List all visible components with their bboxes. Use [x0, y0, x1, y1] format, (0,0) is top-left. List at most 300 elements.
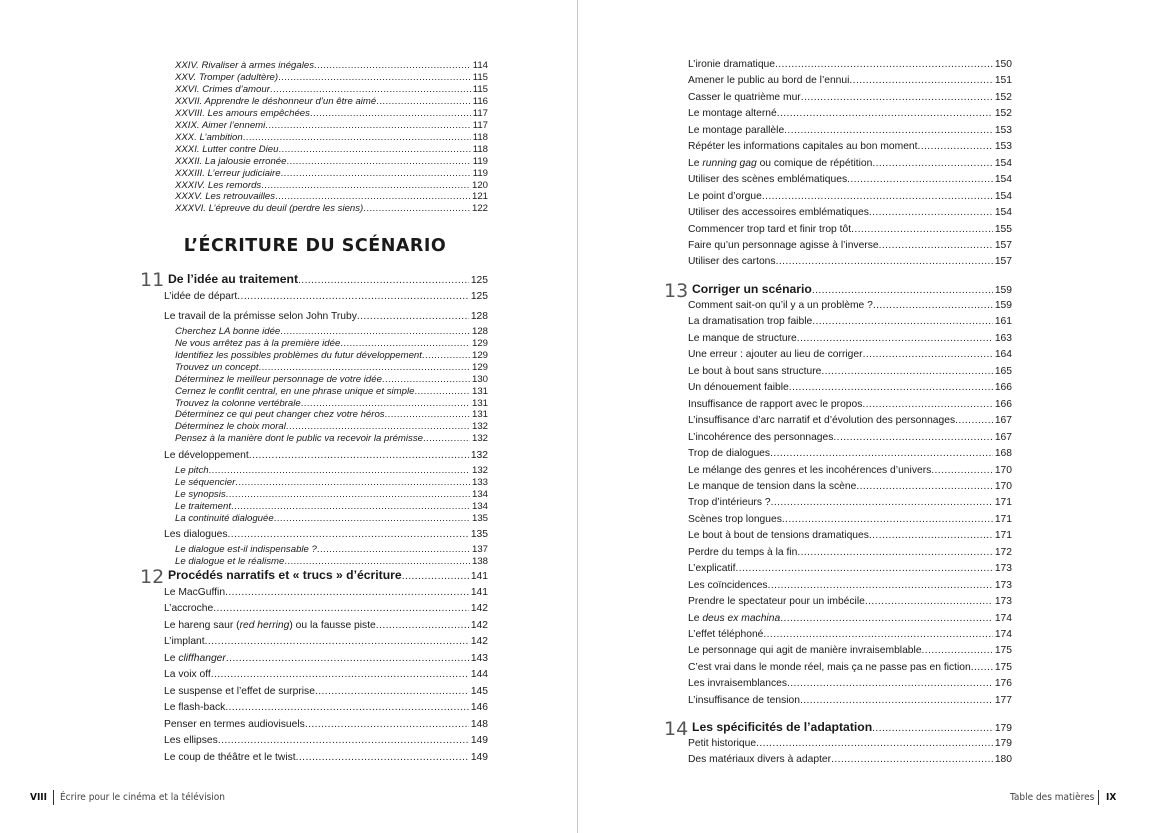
toc-entry-label: Le séquencier — [175, 476, 236, 488]
dot-leader — [918, 141, 993, 152]
toc-entry[interactable] — [175, 156, 488, 167]
dot-leader — [847, 174, 993, 185]
dot-leader — [789, 382, 993, 393]
toc-entry[interactable] — [688, 580, 1012, 591]
toc-entry[interactable] — [175, 350, 488, 361]
toc-entry-page: 171 — [994, 513, 1012, 525]
toc-entry-page: 134 — [471, 488, 488, 500]
toc-entry[interactable] — [688, 497, 1012, 508]
toc-entry-label: XXXIV. Les remords — [175, 179, 262, 191]
dot-leader — [879, 240, 993, 251]
toc-entry-label: L’incohérence des personnages — [688, 431, 834, 443]
dot-leader — [317, 544, 470, 555]
toc-entry[interactable] — [164, 653, 488, 664]
chapter-12-heading[interactable] — [168, 568, 488, 582]
dot-leader — [869, 207, 993, 218]
toc-entry-label: XXIV. Rivaliser à armes inégales — [175, 60, 314, 71]
toc-entry-page: 157 — [994, 256, 1012, 268]
toc-entry[interactable] — [164, 620, 488, 631]
dot-leader — [357, 311, 469, 322]
dot-leader — [382, 374, 470, 385]
toc-entry-label: Le synopsis — [175, 488, 226, 500]
toc-entry-label: XXXV. Les retrouvailles — [175, 191, 276, 203]
toc-entry[interactable] — [175, 84, 488, 95]
toc-entry-label: Le flash-back — [164, 702, 226, 714]
toc-entry[interactable] — [175, 120, 488, 131]
chapter-11-number: 11 — [140, 269, 165, 291]
dot-leader — [762, 191, 993, 202]
chapter-13-heading[interactable] — [692, 282, 1012, 296]
toc-entry-page: 121 — [471, 191, 488, 203]
toc-entry-label: XXIX. Aimer l’ennemi — [175, 119, 266, 131]
toc-entry[interactable] — [164, 719, 488, 730]
toc-entry[interactable] — [164, 587, 488, 598]
toc-entry[interactable] — [688, 695, 1012, 706]
toc-entry[interactable] — [175, 398, 488, 409]
toc-entry-label: Le traitement — [175, 500, 231, 512]
toc-entry-label: Le suspense et l’effet de surprise — [164, 685, 315, 697]
dot-leader — [821, 366, 992, 377]
toc-entry-page: 143 — [470, 652, 488, 664]
chapter-13-page: 159 — [994, 285, 1012, 296]
toc-entry[interactable] — [164, 686, 488, 697]
toc-entry-label: XXV. Tromper (adultère) — [175, 71, 279, 83]
dot-leader — [298, 275, 469, 286]
dot-leader — [812, 285, 993, 296]
toc-entry-label: Prendre le spectateur pour un imbécile — [688, 596, 865, 608]
toc-entry-page: 159 — [994, 300, 1012, 311]
toc-entry-page: 141 — [470, 587, 488, 598]
toc-entry-page: 153 — [994, 141, 1012, 153]
dot-leader — [376, 96, 470, 107]
toc-entry-label: Utiliser des accessoires emblématiques — [688, 207, 869, 219]
toc-entry-label: Casser le quatrième mur — [688, 91, 801, 103]
toc-entry[interactable] — [688, 366, 1012, 377]
toc-entry-page: 154 — [994, 190, 1012, 202]
toc-entry-label: Utiliser des cartons — [688, 256, 776, 268]
toc-entry-page: 145 — [470, 685, 488, 697]
toc-entry[interactable] — [164, 450, 488, 461]
toc-entry[interactable] — [175, 132, 488, 143]
toc-entry[interactable] — [175, 203, 488, 214]
toc-entry-page: 117 — [472, 107, 488, 119]
toc-entry-page: 142 — [470, 636, 488, 648]
dot-leader — [280, 326, 470, 337]
toc-entry[interactable] — [688, 174, 1012, 185]
toc-entry[interactable] — [688, 754, 1012, 765]
toc-entry-page: 117 — [472, 119, 488, 131]
dot-leader — [363, 203, 470, 214]
toc-entry-page: 132 — [471, 433, 488, 445]
toc-entry-page: 151 — [994, 75, 1012, 87]
toc-entry-label: Les dialogues — [164, 529, 228, 541]
dot-leader — [856, 481, 993, 492]
dot-leader — [782, 514, 993, 525]
dot-leader — [931, 465, 993, 476]
toc-entry-label: Identifiez les possibles problèmes du futur développement — [175, 349, 422, 361]
dot-leader — [284, 556, 470, 567]
toc-entry[interactable] — [688, 530, 1012, 541]
dot-leader — [971, 662, 993, 673]
dot-leader — [812, 316, 993, 327]
chapter-14-page: 179 — [994, 723, 1012, 734]
toc-entry[interactable] — [688, 256, 1012, 267]
dot-leader — [243, 132, 471, 143]
toc-entry[interactable] — [688, 596, 1012, 607]
toc-entry-label: XXX. L’ambition — [175, 131, 243, 143]
toc-entry-label: Trouvez un concept — [175, 361, 259, 373]
dot-leader — [385, 409, 470, 420]
toc-entry[interactable] — [175, 180, 488, 191]
toc-entry-label: Scènes trop longues — [688, 513, 782, 525]
toc-entry[interactable] — [688, 316, 1012, 327]
toc-entry-label: Le bout à bout de tensions dramatiques — [688, 530, 869, 542]
toc-entry[interactable] — [175, 433, 488, 444]
dot-leader — [873, 300, 993, 311]
toc-entry[interactable] — [164, 529, 488, 540]
chapter-14-title: Les spécificités de l’adaptation — [692, 720, 873, 734]
toc-entry-page: 161 — [994, 316, 1012, 328]
toc-entry-label: Le manque de tension dans la scène — [688, 480, 857, 492]
chapter-13-number: 13 — [664, 280, 689, 302]
toc-entry-label: Déterminez le choix moral — [175, 421, 286, 433]
toc-entry[interactable] — [688, 158, 1012, 169]
toc-entry[interactable] — [688, 415, 1012, 426]
toc-entry[interactable] — [164, 636, 488, 647]
toc-entry[interactable] — [688, 191, 1012, 202]
dot-leader — [922, 645, 993, 656]
toc-entry[interactable] — [688, 481, 1012, 492]
toc-entry[interactable] — [175, 60, 488, 71]
toc-entry-page: 173 — [994, 596, 1012, 608]
toc-entry[interactable] — [688, 240, 1012, 251]
toc-entry[interactable] — [175, 489, 488, 500]
dot-leader — [787, 678, 993, 689]
toc-entry-page: 134 — [471, 500, 488, 512]
toc-entry-page: 174 — [994, 612, 1012, 624]
toc-entry[interactable] — [175, 501, 488, 512]
toc-entry-page: 166 — [994, 382, 1012, 394]
dot-leader — [777, 108, 993, 119]
dot-leader — [423, 433, 470, 444]
toc-entry-label: Le hareng saur (red herring) ou la fausse piste — [164, 619, 376, 631]
dot-leader — [209, 465, 470, 476]
toc-entry[interactable] — [175, 465, 488, 476]
toc-entry-page: 146 — [470, 702, 488, 714]
toc-entry[interactable] — [164, 752, 488, 763]
toc-entry-page: 142 — [470, 619, 488, 631]
toc-entry[interactable] — [688, 300, 1012, 311]
toc-entry[interactable] — [688, 92, 1012, 103]
toc-entry-label: Trop d’intérieurs ? — [688, 497, 771, 509]
toc-entry-page: 137 — [471, 544, 488, 556]
left-footer-folio — [30, 792, 47, 803]
toc-entry-label: Ne vous arrêtez pas à la première idée — [175, 337, 341, 349]
dot-leader — [281, 168, 471, 179]
toc-entry[interactable] — [175, 338, 488, 349]
dot-leader — [286, 421, 470, 432]
dot-leader — [800, 695, 993, 706]
toc-entry[interactable] — [688, 125, 1012, 136]
toc-entry[interactable] — [688, 448, 1012, 459]
toc-entry[interactable] — [175, 409, 488, 420]
chapter-14-heading[interactable] — [692, 720, 1012, 734]
toc-entry[interactable] — [175, 513, 488, 524]
toc-entry-label: Le dialogue et le réalisme — [175, 556, 285, 568]
toc-entry-page: 173 — [994, 563, 1012, 575]
toc-entry-page: 132 — [471, 421, 488, 433]
toc-entry-page: 154 — [994, 207, 1012, 219]
toc-entry-page: 119 — [472, 167, 488, 179]
toc-entry-page: 115 — [472, 71, 488, 83]
dot-leader — [278, 144, 470, 155]
dot-leader — [314, 60, 471, 71]
toc-entry-page: 132 — [470, 449, 488, 461]
toc-entry-label: Petit historique — [688, 738, 757, 749]
dot-leader — [376, 620, 469, 631]
toc-entry-page: 118 — [472, 143, 488, 155]
toc-entry-page: 116 — [472, 95, 488, 107]
toc-entry[interactable] — [175, 108, 488, 119]
dot-leader — [768, 580, 993, 591]
dot-leader — [763, 629, 992, 640]
toc-entry-label: L’idée de départ — [164, 291, 238, 302]
toc-entry-page: 144 — [470, 669, 488, 681]
toc-entry-page: 164 — [994, 349, 1012, 361]
toc-entry-label: L’implant — [164, 636, 205, 648]
toc-entry[interactable] — [688, 629, 1012, 640]
footer-separator — [1098, 790, 1099, 805]
toc-entry-label: Le deus ex machina — [688, 612, 781, 624]
toc-entry-label: Le développement — [164, 449, 249, 461]
toc-entry-page: 135 — [471, 512, 488, 524]
toc-entry[interactable] — [175, 362, 488, 373]
toc-entry[interactable] — [175, 72, 488, 83]
toc-entry[interactable] — [175, 421, 488, 432]
toc-entry[interactable] — [688, 645, 1012, 656]
toc-entry-page: 167 — [994, 431, 1012, 443]
toc-entry-label: Le pitch — [175, 464, 209, 476]
toc-entry-label: Faire qu’un personnage agisse à l’inverse — [688, 239, 879, 251]
toc-entry[interactable] — [688, 613, 1012, 624]
toc-entry-page: 154 — [994, 157, 1012, 169]
toc-entry[interactable] — [164, 291, 488, 302]
toc-entry-page: 152 — [994, 108, 1012, 120]
toc-entry-label: La dramatisation trop faible — [688, 316, 813, 328]
toc-entry[interactable] — [688, 382, 1012, 393]
dot-leader — [218, 735, 469, 746]
toc-entry-page: 171 — [994, 530, 1012, 542]
dot-leader — [801, 92, 993, 103]
folio-number: IX — [1106, 792, 1117, 803]
toc-entry-label: C’est vrai dans le monde réel, mais ça ne passe pas en fiction — [688, 661, 971, 673]
toc-entry-label: Comment sait-on qu’il y a un problème ? — [688, 300, 873, 311]
toc-entry[interactable] — [688, 75, 1012, 86]
dot-leader — [402, 571, 469, 582]
toc-entry-page: 120 — [471, 179, 488, 191]
toc-entry-page: 128 — [471, 325, 488, 337]
right-footer-folio — [1106, 792, 1116, 803]
toc-entry-label: Le travail de la prémisse selon John Truby — [164, 310, 357, 322]
toc-entry-label: Répéter les informations capitales au bon moment — [688, 141, 918, 153]
toc-entry[interactable] — [688, 738, 1012, 749]
toc-entry[interactable] — [175, 326, 488, 337]
toc-entry-label: XXXIII. L’erreur judiciaire — [175, 167, 281, 179]
dot-leader — [863, 349, 993, 360]
toc-entry[interactable] — [175, 386, 488, 397]
toc-entry-label: Déterminez ce qui peut changer chez votre héros — [175, 409, 385, 421]
toc-entry[interactable] — [164, 669, 488, 680]
toc-entry-page: 130 — [471, 373, 488, 385]
toc-entry-page: 154 — [994, 174, 1012, 186]
toc-entry[interactable] — [175, 556, 488, 567]
dot-leader — [849, 75, 992, 86]
left-footer-title: Écrire pour le cinéma et la télévision — [60, 792, 225, 803]
toc-entry-label: Penser en termes audiovisuels — [164, 718, 305, 730]
toc-entry[interactable] — [175, 191, 488, 202]
footer-separator — [53, 790, 54, 805]
dot-leader — [780, 613, 993, 624]
toc-entry-label: XXXVI. L’épreuve du deuil (perdre les siens) — [175, 203, 364, 215]
toc-entry-page: 167 — [994, 415, 1012, 427]
toc-entry[interactable] — [688, 333, 1012, 344]
dot-leader — [340, 338, 470, 349]
toc-entry-page: 132 — [471, 464, 488, 476]
dot-leader — [278, 72, 471, 83]
dot-leader — [770, 448, 993, 459]
toc-entry[interactable] — [175, 96, 488, 107]
toc-entry-label: L’ironie dramatique — [688, 59, 776, 70]
toc-entry[interactable] — [175, 374, 488, 385]
toc-entry[interactable] — [688, 514, 1012, 525]
toc-entry-label: Le bout à bout sans structure — [688, 365, 822, 377]
dot-leader — [259, 362, 470, 373]
toc-entry-label: La continuité dialoguée — [175, 512, 274, 524]
dot-leader — [296, 752, 469, 763]
toc-entry[interactable] — [688, 224, 1012, 235]
toc-entry-label: Le point d’orgue — [688, 190, 762, 202]
toc-entry[interactable] — [688, 465, 1012, 476]
toc-entry[interactable] — [164, 702, 488, 713]
toc-entry-page: 138 — [471, 556, 488, 568]
toc-entry-page: 128 — [470, 310, 488, 322]
dot-leader — [237, 291, 469, 302]
toc-entry-label: Les ellipses — [164, 735, 218, 747]
toc-entry-label: Cherchez LA bonne idée — [175, 325, 281, 337]
toc-entry-page: 166 — [994, 398, 1012, 410]
toc-entry-label: L’explicatif — [688, 563, 736, 575]
dot-leader — [784, 125, 993, 136]
toc-entry-page: 170 — [994, 480, 1012, 492]
toc-entry-page: 152 — [994, 91, 1012, 103]
toc-entry-page: 171 — [994, 497, 1012, 509]
toc-entry[interactable] — [164, 735, 488, 746]
toc-entry-label: Cernez le conflit central, en une phrase unique et simple — [175, 385, 415, 397]
toc-entry-page: 157 — [994, 239, 1012, 251]
toc-entry-label: Le running gag ou comique de répétition — [688, 157, 873, 169]
dot-leader — [226, 489, 470, 500]
chapter-12-page: 141 — [470, 571, 488, 582]
toc-entry-page: 155 — [994, 223, 1012, 235]
toc-entry-label: L’insuffisance d’arc narratif et d’évolution des personnages — [688, 415, 956, 427]
toc-entry-label: La voix off — [164, 669, 211, 681]
toc-entry[interactable] — [688, 662, 1012, 673]
toc-entry-page: 149 — [470, 751, 488, 763]
toc-entry-page: 114 — [472, 60, 488, 71]
toc-entry[interactable] — [175, 168, 488, 179]
toc-entry[interactable] — [688, 207, 1012, 218]
toc-entry[interactable] — [688, 141, 1012, 152]
chapter-12-number: 12 — [140, 566, 165, 588]
toc-entry-page: 165 — [994, 365, 1012, 377]
toc-entry-label: L’accroche — [164, 603, 214, 615]
toc-entry-label: XXXII. La jalousie erronée — [175, 155, 287, 167]
dot-leader — [228, 529, 469, 540]
dot-leader — [213, 603, 469, 614]
toc-entry-label: Les invraisemblances — [688, 678, 788, 690]
toc-entry[interactable] — [688, 563, 1012, 574]
toc-entry-page: 142 — [470, 603, 488, 615]
right-footer-title: Table des matières — [1010, 792, 1095, 803]
toc-entry-page: 179 — [994, 738, 1012, 749]
toc-entry-label: Les coïncidences — [688, 579, 768, 591]
toc-entry-page: 131 — [471, 385, 488, 397]
dot-leader — [414, 386, 470, 397]
toc-entry-page: 177 — [994, 694, 1012, 706]
dot-leader — [851, 224, 993, 235]
dot-leader — [205, 636, 469, 647]
toc-entry-page: 118 — [472, 131, 488, 143]
dot-leader — [261, 180, 470, 191]
dot-leader — [274, 513, 470, 524]
toc-entry[interactable] — [164, 311, 488, 322]
dot-leader — [756, 738, 993, 749]
toc-entry-label: Utiliser des scènes emblématiques — [688, 174, 848, 186]
chapter-11-heading[interactable] — [168, 272, 488, 286]
toc-entry[interactable] — [688, 547, 1012, 558]
toc-entry-page: 133 — [471, 476, 488, 488]
dot-leader — [862, 399, 992, 410]
dot-leader — [301, 398, 470, 409]
toc-entry-label: Le coup de théâtre et le twist — [164, 751, 296, 763]
dot-leader — [305, 719, 469, 730]
toc-entry-label: Le cliffhanger — [164, 652, 226, 664]
chapter-11-title: De l’idée au traitement — [168, 272, 299, 286]
dot-leader — [315, 686, 469, 697]
toc-entry[interactable] — [175, 477, 488, 488]
toc-entry[interactable] — [688, 399, 1012, 410]
toc-entry[interactable] — [688, 432, 1012, 443]
chapter-12-title: Procédés narratifs et « trucs » d’écriture — [168, 568, 402, 582]
toc-entry[interactable] — [688, 678, 1012, 689]
dot-leader — [265, 120, 470, 131]
toc-entry-page: 129 — [471, 361, 488, 373]
toc-entry-page: 115 — [472, 83, 488, 95]
toc-entry-page: 173 — [994, 579, 1012, 591]
toc-entry[interactable] — [688, 59, 1012, 70]
toc-entry-page: 176 — [994, 678, 1012, 690]
toc-entry[interactable] — [175, 144, 488, 155]
toc-entry-label: Commencer trop tard et finir trop tôt — [688, 223, 852, 235]
toc-entry[interactable] — [164, 603, 488, 614]
toc-entry-label: Trop de dialogues — [688, 448, 771, 460]
toc-entry-label: XXVIII. Les amours empêchées — [175, 107, 310, 119]
toc-entry-page: 119 — [472, 155, 488, 167]
toc-entry[interactable] — [688, 108, 1012, 119]
toc-entry[interactable] — [688, 349, 1012, 360]
toc-entry-label: L’effet téléphoné — [688, 629, 764, 640]
toc-entry[interactable] — [175, 544, 488, 555]
